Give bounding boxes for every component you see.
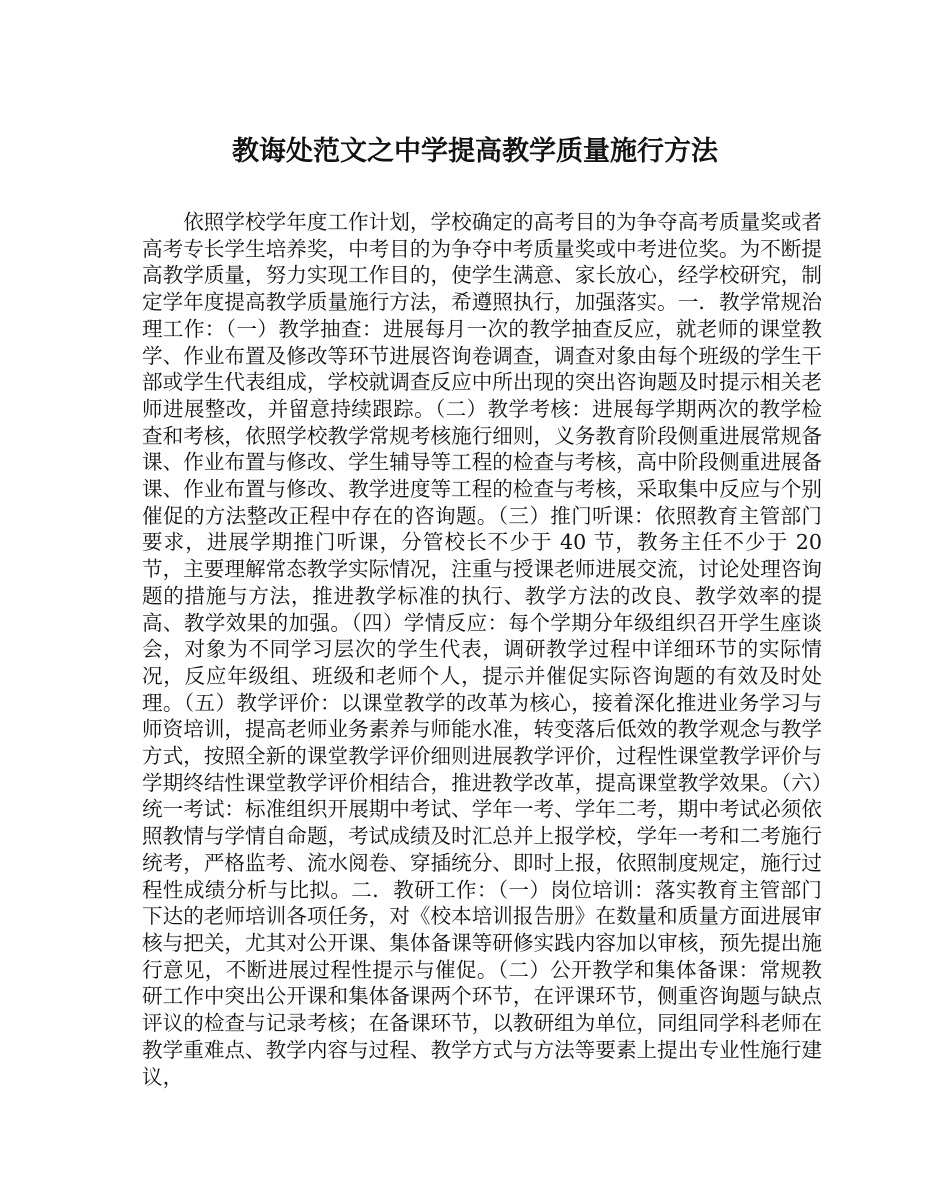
document-body-paragraph: 依照学校学年度工作计划，学校确定的高考目的为争夺高考质量奖或者高考专长学生培养奖，中考目的为争夺中考质量奖或中考进位奖。为不断提高教学质量，努力实现工作目的，使学生满意、家长放心，经学校研究，制定学年度提高教学质量施行方法，希遵照执行，加强落实。一．教学常规治理工作：（一）教学抽查：进展每月一次的教学抽查反应，就老师的课堂教学、作业布置及修改等环节进展咨询卷调查，调查对象由每个班级的学生干部或学生代表组成，学校就调查反应中所出现的突出咨询题及时提示相关老师进展整改，并留意持续跟踪。（二）教学考核：进展每学期两次的教学检查和考核，依照学校教学常规考核施行细则，义务教育阶段侧重进展常规备课、作业布置与修改、学生辅导等工程的检查与考核，高中阶段侧重进展备课、作业布置与修改、教学进度等工程的检查与考核，采取集中反应与个别催促的方法整改正程中存在的咨询题。（三）推门听课：依照教育主管部门要求，进展学期推门听课，分管校长不少于 40 节，教务主任不少于 20 节，主要理解常态教学实际情况，注重与授课老师进展交流，讨论处理咨询题的措施与方法，推进教学标准的执行、教学方法的改良、教学效率的提高、教学效果的加强。（四）学情反应：每个学期分年级组织召开学生座谈会，对象为不同学习层次的学生代表，调研教学过程中详细环节的实际情况，反应年级组、班级和老师个人，提示并催促实际咨询题的有效及时处理。（五）教学评价：以课堂教学的改革为核心，接着深化推进业务学习与师资培训，提高老师业务素养与师能水准，转变落后低效的教学观念与教学方式，按照全新的课堂教学评价细则进展教学评价，过程性课堂教学评价与学期终结性课堂教学评价相结合，推进教学改革，提高课堂教学效果。（六）统一考试：标准组织开展期中考试、学年一考、学年二考，期中考试必须依照教情与学情自命题，考试成绩及时汇总并上报学校，学年一考和二考施行统考，严格监考、流水阅卷、穿插统分、即时上报，依照制度规定，施行过程性成绩分析与比拟。二．教研工作：（一）岗位培训：落实教育主管部门下达的老师培训各项任务，对《校本培训报告册》在数量和质量方面进展审核与把关，尤其对公开课、集体备课等研修实践内容加以审核，预先提出施行意见，不断进展过程性提示与催促。（二）公开教学和集体备课：常规教研工作中突出公开课和集体备课两个环节，在评课环节，侧重咨询题与缺点评议的检查与记录考核；在备课环节，以教研组为单位，同组同学科老师在教学重难点、教学内容与过程、教学方式与方法等要素上提出专业性施行建议，	[142, 210, 822, 1089]
document-title: 教诲处范文之中学提高教学质量施行方法	[232, 136, 718, 167]
